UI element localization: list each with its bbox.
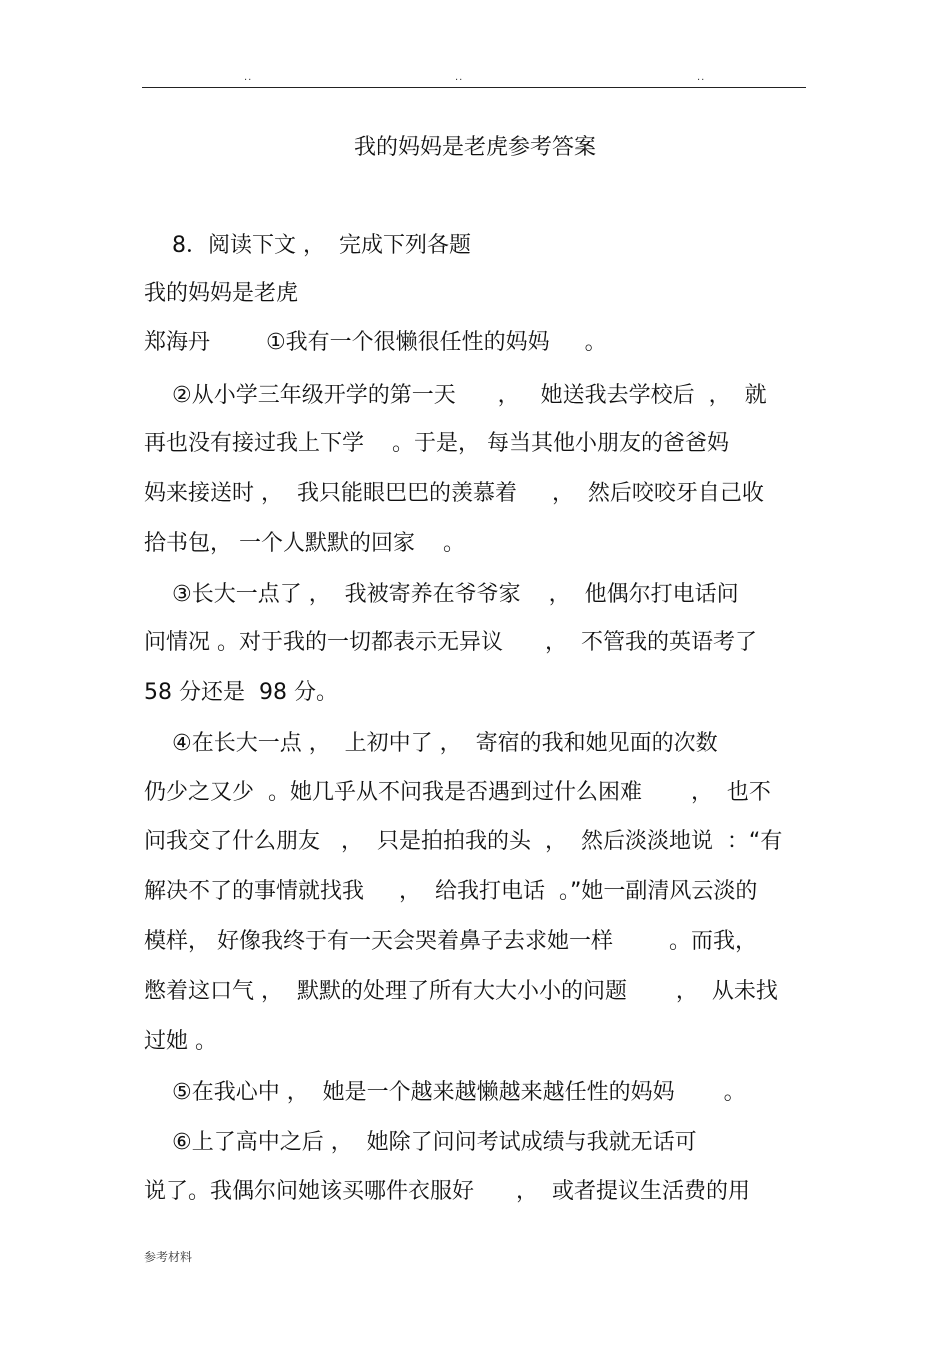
header-mark: .. [455,72,464,83]
header-mark: .. [697,72,706,83]
header-rule [142,87,806,88]
text-line: 58 分还是 98 分。 [144,680,338,705]
text-line: ⑤在我心中 ， 她是一个越来越懒越来越任性的妈妈 。 [144,1080,746,1105]
text-line: 郑海丹 ①我有一个很懒很任性的妈妈 。 [144,330,607,355]
text-line: 说了。我偶尔问她该买哪件衣服好 ， 或者提议生活费的用 [144,1179,750,1204]
text-line: ④在长大一点 ， 上初中了 ， 寄宿的我和她见面的次数 [144,731,718,756]
text-line: ③长大一点了 ， 我被寄养在爷爷家 ， 他偶尔打电话问 [144,582,739,607]
text-line: 模样， 好像我终于有一天会哭着鼻子去求她一样 。而我， [144,929,757,954]
text-line: 憋着这口气 ， 默默的处理了所有大大小小的问题 ， 从未找 [144,979,778,1004]
text-line: 再也没有接过我上下学 。于是， 每当其他小朋友的爸爸妈 [144,431,729,456]
text-line: 问我交了什么朋友 ， 只是拍拍我的头 ， 然后淡淡地说 ：“有 [144,829,783,854]
text-line: 我的妈妈是老虎 [144,281,299,306]
text-line: 拾书包， 一个人默默的回家 。 [144,531,465,556]
page-footer: 参考材料 [144,1250,193,1264]
text-line: ⑥上了高中之后 ， 她除了问问考试成绩与我就无话可 [144,1130,697,1155]
text-line: 过她 。 [144,1029,217,1054]
document-title: 我的妈妈是老虎参考答案 [353,135,596,160]
text-line: 仍少之又少 。她几乎从不问我是否遇到过什么困难 ， 也不 [144,780,771,805]
text-line: 解决不了的事情就找我 ， 给我打电话 。”她一副清风云淡的 [144,879,758,904]
text-line: ②从小学三年级开学的第一天 ， 她送我去学校后 ， 就 [144,383,767,408]
header-mark: .. [244,72,253,83]
text-line: 妈来接送时 ， 我只能眼巴巴的羡慕着 ， 然后咬咬牙自己收 [144,481,764,506]
text-line: 8．阅读下文 ， 完成下列各题 [144,233,471,258]
text-line: 问情况 。对于我的一切都表示无异议 ， 不管我的英语考了 [144,630,757,655]
